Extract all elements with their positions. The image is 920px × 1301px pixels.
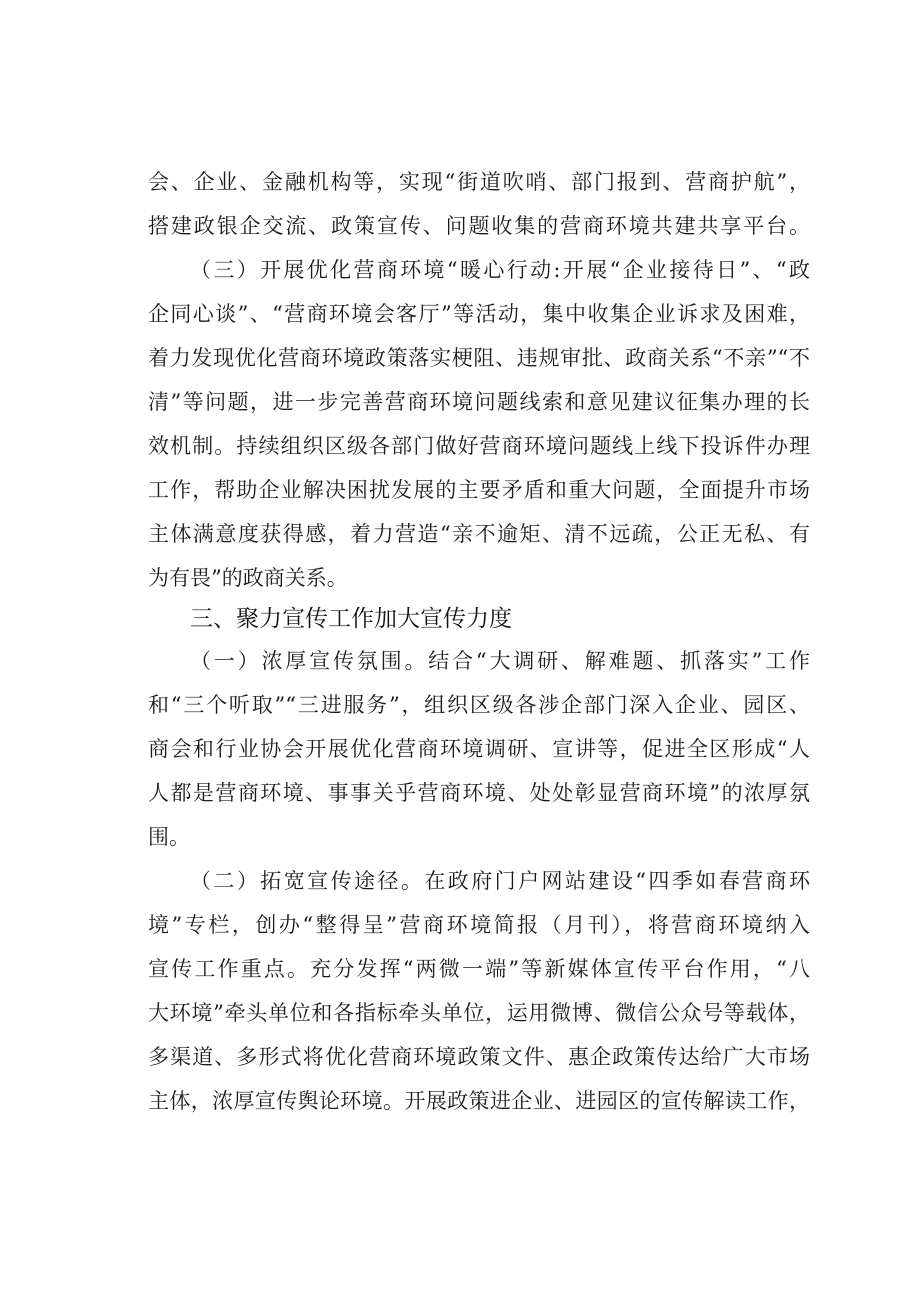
body-text-line: 着力发现优化营商环境政策落实梗阻、违规审批、政商关系“不亲”“不 — [148, 346, 810, 370]
paragraph-first-line: （二）拓宽宣传途径。在政府门户网站建设“四季如春营商环 — [190, 869, 810, 893]
body-text-line: 多渠道、多形式将优化营商环境政策文件、惠企政策传达给广大市场 — [148, 1045, 810, 1069]
body-text-line: 人都是营商环境、事事关乎营商环境、处处彰显营商环境”的浓厚氛 — [148, 781, 810, 805]
body-text-line: 效机制。持续组织区级各部门做好营商环境问题线上线下投诉件办理 — [148, 434, 810, 458]
body-text-line: 搭建政银企交流、政策宣传、问题收集的营商环境共建共享平台。 — [148, 214, 810, 238]
body-text-line: 会、企业、金融机构等，实现“街道吹哨、部门报到、营商护航”， — [148, 170, 810, 194]
paragraph-first-line: （三）开展优化营商环境“暖心行动:开展“企业接待日”、“政 — [190, 258, 810, 282]
body-text-line: 和“三个听取”“三进服务”，组织区级各涉企部门深入企业、园区、 — [148, 693, 810, 717]
body-text-line: 境”专栏，创办“整得呈”营商环境简报（月刊），将营商环境纳入 — [148, 913, 810, 937]
body-text-line: 围。 — [148, 825, 190, 849]
body-text-line: 宣传工作重点。充分发挥“两微一端”等新媒体宣传平台作用，“八 — [148, 957, 810, 981]
section-heading: 三、聚力宣传工作加大宣传力度 — [190, 606, 512, 632]
body-text-line: 主体满意度获得感，着力营造“亲不逾矩、清不远疏，公正无私、有 — [148, 522, 810, 546]
body-text-line: 主体，浓厚宣传舆论环境。开展政策进企业、进园区的宣传解读工作， — [148, 1089, 810, 1113]
body-text-line: 工作，帮助企业解决困扰发展的主要矛盾和重大问题，全面提升市场 — [148, 478, 810, 502]
body-text-line: 为有畏”的政商关系。 — [148, 566, 348, 590]
paragraph-first-line: （一）浓厚宣传氛围。结合“大调研、解难题、抓落实”工作 — [190, 649, 810, 673]
body-text-line: 企同心谈”、“营商环境会客厅”等活动，集中收集企业诉求及困难， — [148, 302, 810, 326]
body-text-line: 大环境”牵头单位和各指标牵头单位，运用微博、微信公众号等载体， — [148, 1001, 810, 1025]
body-text-line: 清”等问题，进一步完善营商环境问题线索和意见建议征集办理的长 — [148, 390, 810, 414]
body-text-line: 商会和行业协会开展优化营商环境调研、宣讲等，促进全区形成“人 — [148, 737, 810, 761]
